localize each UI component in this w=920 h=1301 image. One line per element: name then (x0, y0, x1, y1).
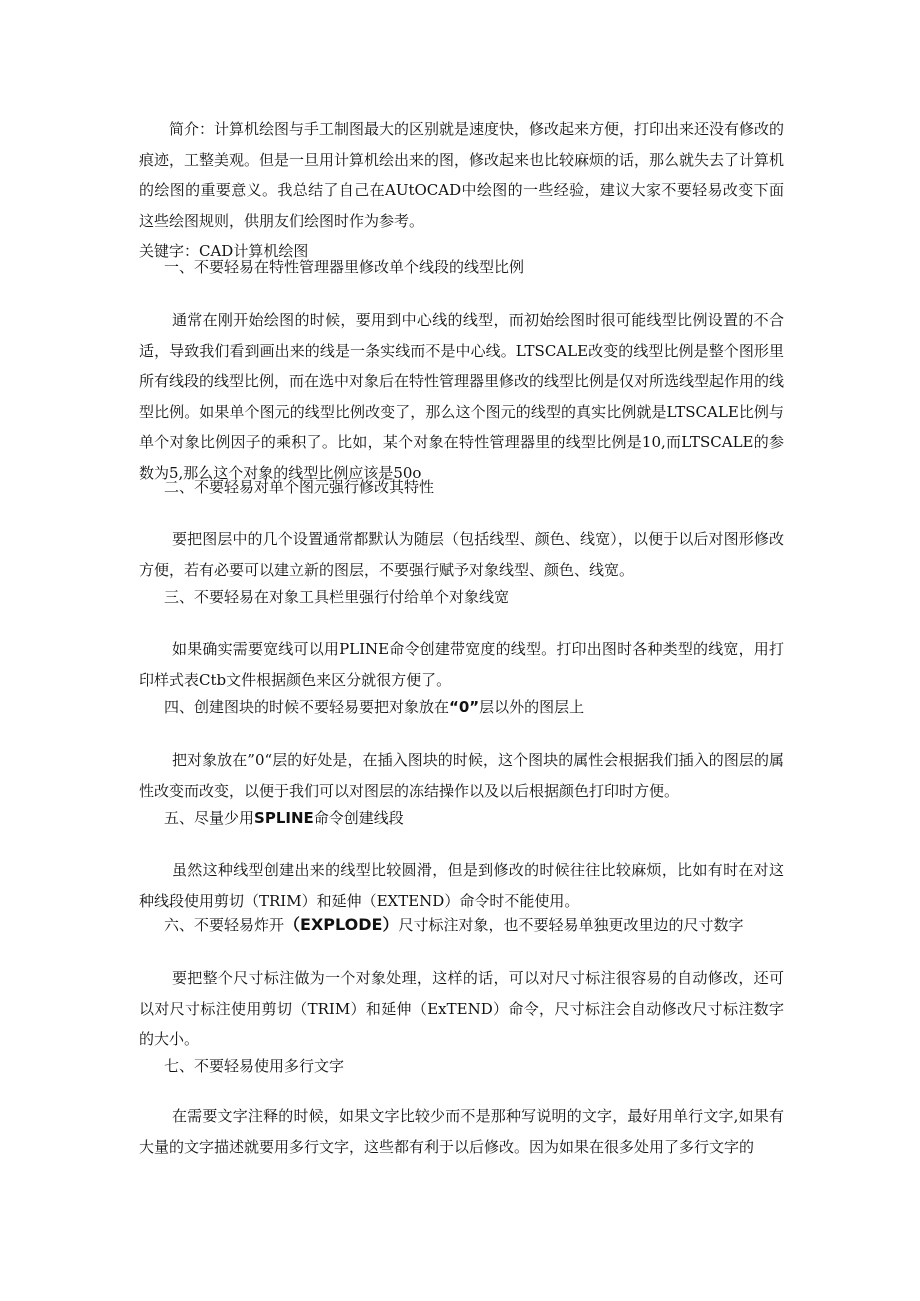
section-2-heading: 二、不要轻易对单个图元强行修改其特性 (164, 478, 435, 496)
section-4-body-block (139, 745, 784, 806)
section-1-body: 通常在刚开始绘图的时候，要用到中心线的线型，而初始绘图时很可能线型比例设置的不合适，导致我们看到画出来的线是一条实线而不是中心线。LTSCALE改变的线型比例是整个图形里所有线段的线型比例，而在选中对象后在特性管理器里修改的线型比例是仅对所选线型起作用的线型比例。如果单个图元的线型比例改变了，那么这个图元的线型的真实比例就是LTSCALE比例与单个对象比例因子的乘积了。比如，某个对象在特性管理器里的线型比例是10,而LTSCALE的参数为5,那么这个对象的线型比例应该是50o (139, 311, 785, 482)
section-2-body: 要把图层中的几个设置通常都默认为随层（包括线型、颜色、线宽），以便于以后对图形修改方便，若有必要可以建立新的图层，不要强行赋予对象线型、颜色、线宽。 (139, 530, 784, 579)
section-4-heading-post: 层以外的图层上 (479, 698, 585, 716)
intro-block (139, 114, 784, 266)
intro-paragraph: 简介：计算机绘图与手工制图最大的区别就是速度快，修改起来方便，打印出来还没有修改的痕迹，工整美观。但是一旦用计算机绘出来的图，修改起来也比较麻烦的话，那么就失去了计算机的绘图的重要意义。我总结了自己在AUtOCAD中绘图的一些经验，建议大家不要轻易改变下面这些绘图规则，供朋友们绘图时作为参考。 (139, 120, 785, 230)
section-3-heading: 三、不要轻易在对象工具栏里强行付给单个对象线宽 (164, 588, 510, 606)
section-1-heading: 一、不要轻易在特性管理器里修改单个线段的线型比例 (164, 258, 525, 276)
section-5-body-block (139, 855, 784, 916)
section-4-heading-pre: 四、创建图块的时候不要轻易要把对象放在 (164, 698, 450, 716)
section-6-body-block (139, 963, 784, 1055)
section-5-body: 虽然这种线型创建出来的线型比较圆滑，但是到修改的时候往往比较麻烦，比如有时在对这种线段使用剪切（TRIM）和延伸（EXTEND）命令时不能使用。 (139, 861, 784, 910)
section-3-body: 如果确实需要宽线可以用PLINE命令创建带宽度的线型。打印出图时各种类型的线宽，用打印样式表Ctb文件根据颜色来区分就很方便了。 (139, 640, 784, 689)
section-6-body: 要把整个尺寸标注做为一个对象处理，这样的话，可以对尺寸标注很容易的自动修改，还可以对尺寸标注使用剪切（TRIM）和延伸（ExTEND）命令，尺寸标注会自动修改尺寸标注数字的大小。 (139, 969, 784, 1048)
section-4-body: 把对象放在”0“层的好处是，在插入图块的时候，这个图块的属性会根据我们插入的图层的属性改变而改变，以便于我们可以对图层的冻结操作以及以后根据颜色打印时方便。 (139, 751, 784, 800)
section-3-body-block (139, 634, 784, 695)
section-5-heading (164, 803, 404, 833)
section-6-heading-pre: 六、不要轻易炸开 (164, 916, 285, 934)
section-5-heading-em: SPLINE (254, 809, 314, 827)
section-6-heading-post: 尺寸标注对象，也不要轻易单独更改里边的尺寸数字 (398, 916, 744, 934)
section-6-heading (164, 910, 743, 940)
section-6-heading-em: （EXPLODE） (284, 915, 399, 934)
section-7-body: 在需要文字注释的时候，如果文字比较少而不是那种写说明的文字，最好用单行文字,如果有大量的文字描述就要用多行文字，这些都有利于以后修改。因为如果在很多处用了多行文字的 (139, 1107, 784, 1156)
section-1-body-block (139, 305, 784, 488)
section-5-heading-pre: 五、尽量少用 (164, 809, 255, 827)
section-5-heading-post: 命令创建线段 (313, 809, 404, 827)
section-4-heading-em: “0” (449, 698, 480, 716)
section-2-body-block (139, 524, 784, 585)
section-7-body-block (139, 1101, 784, 1162)
keywords-line: 关键字：CAD计算机绘图 (139, 242, 309, 260)
section-7-heading: 七、不要轻易使用多行文字 (164, 1057, 345, 1075)
section-4-heading (164, 692, 584, 722)
